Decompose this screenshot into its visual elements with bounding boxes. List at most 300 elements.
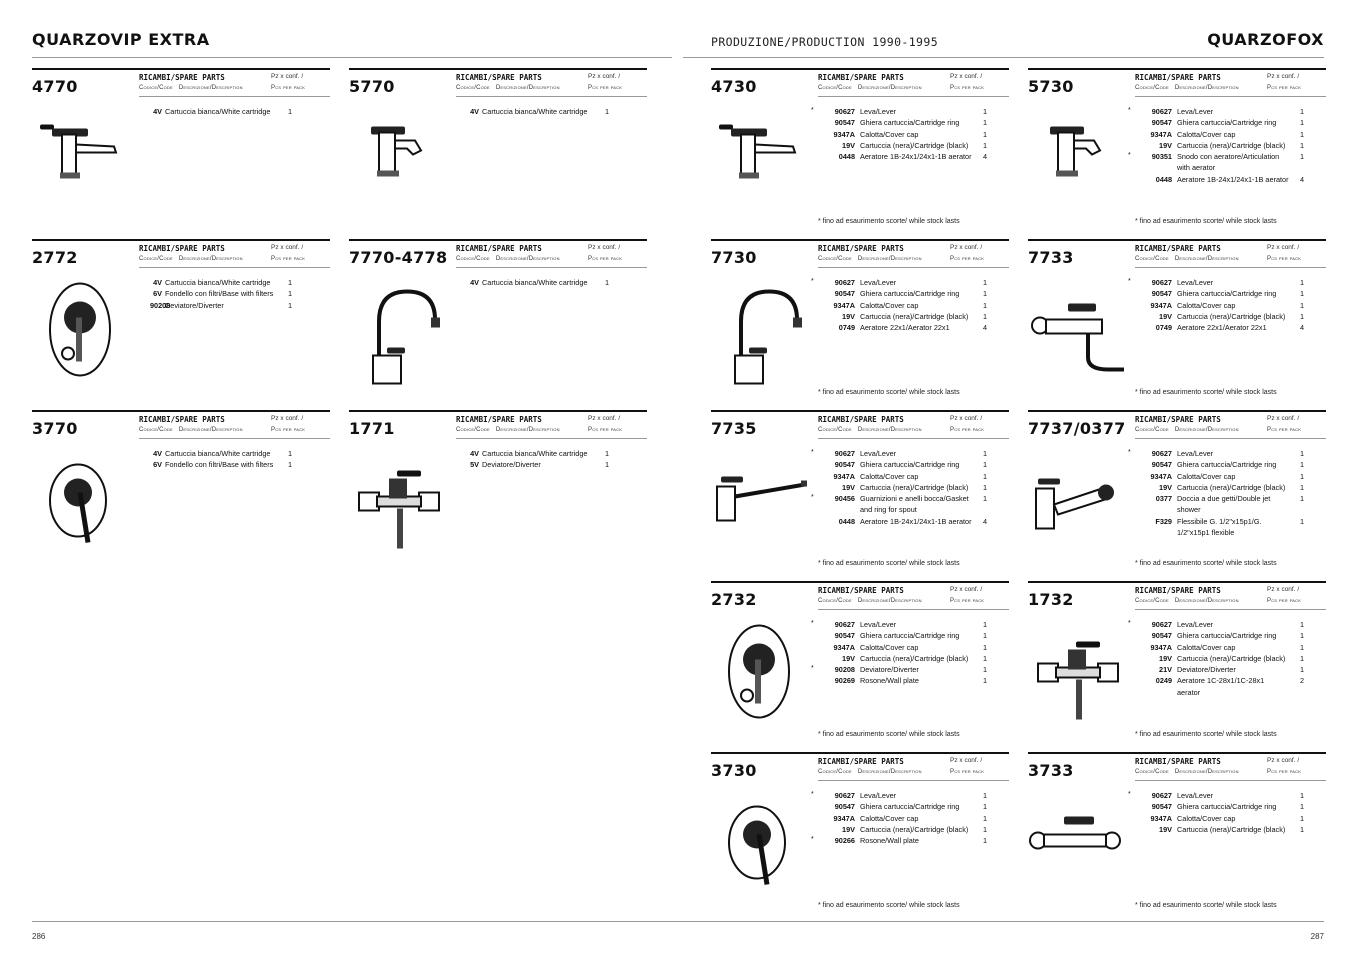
part-code: 9347A xyxy=(1150,813,1172,823)
spare-parts-heading: RICAMBI/SPARE PARTS xyxy=(818,244,904,253)
block-top-rule xyxy=(349,410,647,412)
part-quantity: 1 xyxy=(605,107,610,116)
part-quantity: 1 xyxy=(983,118,988,128)
spare-part-row xyxy=(1128,300,1326,311)
column-code: Codice/Code xyxy=(456,256,490,262)
product-block xyxy=(711,68,1009,236)
part-code: 19V xyxy=(1159,140,1172,150)
part-description: Rosone/Wall plate xyxy=(860,836,919,846)
spare-part-row xyxy=(811,482,1009,493)
part-quantity: 4 xyxy=(1300,323,1305,333)
pcs-per-pack-heading: Pz x conf. / xyxy=(950,586,983,593)
spare-part-row xyxy=(811,653,1009,664)
part-description: Cartuccia (nera)/Cartridge (black) xyxy=(1177,482,1286,492)
part-description: Deviatore/Diverter xyxy=(482,460,541,470)
product-code: 7735 xyxy=(711,419,757,438)
stock-note: * fino ad esaurimento scorte/ while stock lasts xyxy=(1135,902,1277,909)
part-quantity: 1 xyxy=(983,824,988,834)
stock-asterisk: * xyxy=(811,665,814,673)
spare-part-row xyxy=(1128,117,1326,128)
part-description: Ghiera cartuccia/Cartridge ring xyxy=(1177,460,1277,470)
part-code: 19V xyxy=(1159,311,1172,321)
pcs-per-pack-heading: Pz x conf. / xyxy=(950,415,983,422)
pcs-per-pack-heading: Pz x conf. / xyxy=(271,415,304,422)
part-description: Snodo con aeratore/Articulation with aerator xyxy=(1177,152,1280,173)
part-quantity: 1 xyxy=(1300,118,1305,128)
column-description: Descrizione/Description xyxy=(495,427,560,433)
part-description: Calotta/Cover cap xyxy=(1177,129,1236,139)
part-description: Leva/Lever xyxy=(860,107,897,116)
part-quantity: 1 xyxy=(288,300,293,310)
product-code: 5730 xyxy=(1028,77,1074,96)
block-top-rule xyxy=(711,752,1009,754)
column-description: Descrizione/Description xyxy=(1174,427,1239,433)
column-description: Descrizione/Description xyxy=(178,85,243,91)
part-code: 9347A xyxy=(833,813,855,823)
spare-part-row xyxy=(1128,653,1326,664)
part-description: Fondello con filtri/Base with filters xyxy=(165,460,274,470)
spare-parts-list xyxy=(811,619,1009,687)
column-code: Codice/Code xyxy=(818,85,852,91)
part-quantity: 1 xyxy=(983,278,988,287)
part-code: 4V xyxy=(470,107,479,116)
product-block xyxy=(32,410,330,578)
part-description: Cartuccia (nera)/Cartridge (black) xyxy=(860,140,969,150)
product-code: 1771 xyxy=(349,419,395,438)
column-headers xyxy=(818,598,985,604)
spare-part-row xyxy=(1128,106,1326,117)
spare-parts-list xyxy=(467,448,665,471)
part-description: Guarnizioni e anelli bocca/Gasket and ring for spout xyxy=(860,494,969,515)
product-code: 1732 xyxy=(1028,590,1074,609)
part-code: 90269 xyxy=(834,676,855,686)
part-description: Cartuccia (nera)/Cartridge (black) xyxy=(860,653,969,663)
part-description: Cartuccia bianca/White cartridge xyxy=(165,278,271,287)
part-description: Aeratore 22x1/Aerator 22x1 xyxy=(1177,323,1267,333)
spare-part-row xyxy=(467,459,665,470)
column-pcs: Pcs per pack xyxy=(950,769,985,775)
stock-note: * fino ad esaurimento scorte/ while stock lasts xyxy=(1135,560,1277,567)
product-block xyxy=(711,752,1009,920)
pcs-per-pack-heading: Pz x conf. / xyxy=(588,73,621,80)
part-quantity: 1 xyxy=(1300,802,1305,812)
column-code: Codice/Code xyxy=(456,427,490,433)
part-code: 90627 xyxy=(1151,107,1172,116)
column-description: Descrizione/Description xyxy=(178,256,243,262)
spare-parts-heading: RICAMBI/SPARE PARTS xyxy=(1135,244,1221,253)
spare-part-row xyxy=(811,516,1009,527)
wall-shower-mixer-icon xyxy=(1028,792,1128,907)
block-top-rule xyxy=(349,239,647,241)
part-code: 90627 xyxy=(1151,278,1172,287)
header-rule xyxy=(1135,438,1326,439)
product-block xyxy=(711,581,1009,749)
stock-note: * fino ad esaurimento scorte/ while stock lasts xyxy=(818,731,960,738)
part-description: Deviatore/Diverter xyxy=(860,665,919,675)
header-rule xyxy=(818,609,1009,610)
column-code: Codice/Code xyxy=(818,769,852,775)
block-top-rule xyxy=(32,68,330,70)
block-top-rule xyxy=(1028,581,1326,583)
spare-parts-heading: RICAMBI/SPARE PARTS xyxy=(139,244,225,253)
part-code: 0448 xyxy=(838,152,855,162)
column-description: Descrizione/Description xyxy=(495,256,560,262)
part-description: Calotta/Cover cap xyxy=(860,642,919,652)
part-code: 19V xyxy=(1159,653,1172,663)
header-rule xyxy=(1135,609,1326,610)
spare-part-row xyxy=(1128,448,1326,459)
page-number-left: 286 xyxy=(32,932,46,941)
part-code: 9347A xyxy=(833,471,855,481)
product-code: 3733 xyxy=(1028,761,1074,780)
part-description: Leva/Lever xyxy=(1177,449,1214,458)
spare-part-row xyxy=(1128,311,1326,322)
part-code: 90547 xyxy=(1151,802,1172,812)
part-code: 4V xyxy=(153,449,162,458)
spare-parts-heading: RICAMBI/SPARE PARTS xyxy=(139,415,225,424)
part-quantity: 1 xyxy=(1300,494,1305,504)
product-code: 7730 xyxy=(711,248,757,267)
part-description: Cartuccia bianca/White cartridge xyxy=(482,107,588,116)
part-code: 90627 xyxy=(1151,791,1172,800)
part-code: 90266 xyxy=(834,836,855,846)
part-code: 90208 xyxy=(834,665,855,675)
spare-part-row xyxy=(811,448,1009,459)
pcs-per-pack-heading: Pz x conf. / xyxy=(271,244,304,251)
header-divider-right xyxy=(683,57,1324,58)
column-code: Codice/Code xyxy=(139,256,173,262)
stock-note: * fino ad esaurimento scorte/ while stock lasts xyxy=(818,560,960,567)
part-description: Leva/Lever xyxy=(1177,791,1214,800)
spare-parts-heading: RICAMBI/SPARE PARTS xyxy=(456,73,542,82)
part-quantity: 2 xyxy=(1300,676,1305,686)
spare-part-row xyxy=(811,801,1009,812)
part-quantity: 1 xyxy=(1300,152,1305,162)
part-code: F329 xyxy=(1155,516,1172,526)
part-description: Deviatore/Diverter xyxy=(165,300,224,310)
part-code: 0249 xyxy=(1155,676,1172,686)
part-code: 90547 xyxy=(834,289,855,299)
part-description: Ghiera cartuccia/Cartridge ring xyxy=(1177,631,1277,641)
column-headers xyxy=(456,427,623,433)
product-block xyxy=(349,68,647,236)
part-quantity: 1 xyxy=(1300,824,1305,834)
part-description: Cartuccia bianca/White cartridge xyxy=(165,449,271,458)
part-code: 19V xyxy=(842,482,855,492)
spare-parts-list xyxy=(811,448,1009,527)
part-code: 0448 xyxy=(1155,174,1172,184)
column-headers xyxy=(456,85,623,91)
part-code: 90627 xyxy=(834,620,855,629)
part-quantity: 1 xyxy=(1300,665,1305,675)
pcs-per-pack-heading: Pz x conf. / xyxy=(588,415,621,422)
stock-asterisk: * xyxy=(811,620,814,627)
part-description: Ghiera cartuccia/Cartridge ring xyxy=(860,118,960,128)
column-headers xyxy=(818,769,985,775)
block-top-rule xyxy=(1028,68,1326,70)
sink-mixer-icon xyxy=(349,279,449,394)
part-quantity: 1 xyxy=(288,278,293,287)
block-top-rule xyxy=(711,68,1009,70)
part-quantity: 4 xyxy=(983,152,988,162)
column-pcs: Pcs per pack xyxy=(588,85,623,91)
part-description: Ghiera cartuccia/Cartridge ring xyxy=(860,460,960,470)
header-rule xyxy=(818,438,1009,439)
part-description: Calotta/Cover cap xyxy=(1177,300,1236,310)
part-quantity: 1 xyxy=(983,653,988,663)
header-rule xyxy=(818,96,1009,97)
spare-part-row xyxy=(1128,642,1326,653)
column-code: Codice/Code xyxy=(1135,769,1169,775)
part-description: Aeratore 1C-28x1/1C-28x1 aerator xyxy=(1177,676,1265,697)
spare-part-row xyxy=(1128,675,1326,697)
product-code: 7737/0377 xyxy=(1028,419,1126,438)
product-block xyxy=(349,410,647,578)
shower-mixer-icon xyxy=(32,450,132,565)
spare-parts-heading: RICAMBI/SPARE PARTS xyxy=(818,586,904,595)
stock-asterisk: * xyxy=(1128,152,1131,160)
product-block xyxy=(32,68,330,236)
stock-note: * fino ad esaurimento scorte/ while stock lasts xyxy=(1135,389,1277,396)
part-quantity: 4 xyxy=(983,516,988,526)
part-quantity: 1 xyxy=(983,140,988,150)
pcs-per-pack-heading: Pz x conf. / xyxy=(271,73,304,80)
bidet-mixer-icon xyxy=(349,108,449,223)
spare-part-row xyxy=(1128,277,1326,288)
part-code: 19V xyxy=(842,653,855,663)
part-code: 9347A xyxy=(833,129,855,139)
column-description: Descrizione/Description xyxy=(1174,85,1239,91)
spare-part-row xyxy=(467,106,665,117)
part-quantity: 1 xyxy=(983,642,988,652)
column-headers xyxy=(139,427,306,433)
spare-parts-heading: RICAMBI/SPARE PARTS xyxy=(1135,73,1221,82)
part-quantity: 1 xyxy=(983,676,988,686)
pcs-per-pack-heading: Pz x conf. / xyxy=(1267,73,1300,80)
spare-parts-list xyxy=(811,790,1009,846)
spare-part-row xyxy=(150,300,348,311)
part-quantity: 1 xyxy=(983,289,988,299)
column-headers xyxy=(139,256,306,262)
part-description: Ghiera cartuccia/Cartridge ring xyxy=(860,802,960,812)
part-code: 9347A xyxy=(1150,129,1172,139)
part-code: 0749 xyxy=(838,323,855,333)
pcs-per-pack-heading: Pz x conf. / xyxy=(950,244,983,251)
column-pcs: Pcs per pack xyxy=(1267,769,1302,775)
column-code: Codice/Code xyxy=(1135,427,1169,433)
column-pcs: Pcs per pack xyxy=(1267,256,1302,262)
wall-sink-mixer-icon xyxy=(1028,279,1128,394)
part-code: 9347A xyxy=(833,642,855,652)
spare-parts-list xyxy=(150,106,348,117)
part-description: Calotta/Cover cap xyxy=(1177,813,1236,823)
part-description: Calotta/Cover cap xyxy=(860,471,919,481)
column-headers xyxy=(818,427,985,433)
column-description: Descrizione/Description xyxy=(1174,598,1239,604)
part-description: Doccia a due getti/Double jet shower xyxy=(1177,494,1271,515)
product-code: 3730 xyxy=(711,761,757,780)
part-code: 19V xyxy=(842,311,855,321)
part-quantity: 1 xyxy=(983,449,988,458)
stock-note: * fino ad esaurimento scorte/ while stock lasts xyxy=(818,218,960,225)
column-code: Codice/Code xyxy=(139,85,173,91)
part-code: 19V xyxy=(842,140,855,150)
part-description: Fondello con filtri/Base with filters xyxy=(165,289,274,299)
production-period-title: PRODUZIONE/PRODUCTION 1990-1995 xyxy=(711,35,939,49)
part-description: Cartuccia (nera)/Cartridge (black) xyxy=(860,824,969,834)
part-quantity: 1 xyxy=(1300,460,1305,470)
part-quantity: 1 xyxy=(983,494,988,504)
part-code: 90547 xyxy=(1151,118,1172,128)
wall-diverter-mixer-icon xyxy=(32,279,132,394)
stock-asterisk: * xyxy=(811,836,814,844)
part-code: 90351 xyxy=(1151,152,1172,162)
spare-part-row xyxy=(467,448,665,459)
part-description: Leva/Lever xyxy=(860,620,897,629)
part-quantity: 1 xyxy=(983,107,988,116)
spare-part-row xyxy=(811,288,1009,299)
block-top-rule xyxy=(1028,410,1326,412)
part-description: Cartuccia bianca/White cartridge xyxy=(482,449,588,458)
part-quantity: 1 xyxy=(983,129,988,139)
block-top-rule xyxy=(711,581,1009,583)
spare-parts-heading: RICAMBI/SPARE PARTS xyxy=(818,73,904,82)
part-code: 4V xyxy=(470,278,479,287)
stock-asterisk: * xyxy=(811,791,814,798)
column-headers xyxy=(1135,85,1302,91)
part-code: 90627 xyxy=(834,791,855,800)
part-description: Aeratore 1B-24x1/24x1-1B aerator xyxy=(1177,174,1289,184)
header-rule xyxy=(1135,780,1326,781)
part-quantity: 1 xyxy=(1300,482,1305,492)
long-spout-mixer-icon xyxy=(711,450,811,565)
column-description: Descrizione/Description xyxy=(1174,769,1239,775)
product-block xyxy=(32,239,330,407)
part-code: 90547 xyxy=(834,802,855,812)
part-quantity: 1 xyxy=(983,836,988,846)
spare-part-row xyxy=(1128,322,1326,333)
part-code: 90547 xyxy=(1151,460,1172,470)
part-description: Calotta/Cover cap xyxy=(860,300,919,310)
part-description: Cartuccia (nera)/Cartridge (black) xyxy=(1177,311,1286,321)
column-pcs: Pcs per pack xyxy=(950,427,985,433)
stock-asterisk: * xyxy=(1128,278,1131,285)
spare-parts-list xyxy=(1128,277,1326,333)
sink-mixer-icon xyxy=(711,279,811,394)
column-headers xyxy=(456,256,623,262)
part-quantity: 1 xyxy=(1300,140,1305,150)
part-quantity: 1 xyxy=(1300,300,1305,310)
spare-part-row xyxy=(1128,664,1326,675)
column-code: Codice/Code xyxy=(818,427,852,433)
part-quantity: 1 xyxy=(1300,631,1305,641)
part-code: 9347A xyxy=(1150,300,1172,310)
pcs-per-pack-heading: Pz x conf. / xyxy=(950,73,983,80)
part-code: 6V xyxy=(153,289,162,299)
product-block xyxy=(1028,239,1326,407)
part-code: 9347A xyxy=(833,300,855,310)
spare-part-row xyxy=(811,642,1009,653)
part-quantity: 4 xyxy=(983,323,988,333)
spare-part-row xyxy=(1128,790,1326,801)
part-description: Aeratore 22x1/Aerator 22x1 xyxy=(860,323,950,333)
part-code: 90547 xyxy=(1151,631,1172,641)
stock-asterisk: * xyxy=(1128,620,1131,627)
spare-part-row xyxy=(1128,630,1326,641)
part-quantity: 1 xyxy=(288,460,293,470)
spare-part-row xyxy=(811,106,1009,117)
spare-parts-heading: RICAMBI/SPARE PARTS xyxy=(818,757,904,766)
product-code: 7770-4778 xyxy=(349,248,448,267)
part-quantity: 1 xyxy=(288,289,293,299)
part-description: Cartuccia (nera)/Cartridge (black) xyxy=(1177,824,1286,834)
part-description: Leva/Lever xyxy=(860,791,897,800)
part-quantity: 1 xyxy=(983,311,988,321)
spare-parts-list xyxy=(811,277,1009,333)
part-quantity: 1 xyxy=(1300,107,1305,116)
column-pcs: Pcs per pack xyxy=(1267,427,1302,433)
stock-note: * fino ad esaurimento scorte/ while stock lasts xyxy=(818,902,960,909)
spare-part-row xyxy=(811,151,1009,162)
column-pcs: Pcs per pack xyxy=(271,256,306,262)
spare-part-row xyxy=(811,675,1009,686)
column-pcs: Pcs per pack xyxy=(1267,85,1302,91)
spare-parts-heading: RICAMBI/SPARE PARTS xyxy=(456,415,542,424)
bath-mixer-icon xyxy=(1028,621,1128,736)
part-quantity: 1 xyxy=(983,482,988,492)
column-pcs: Pcs per pack xyxy=(271,85,306,91)
header-rule xyxy=(1135,96,1326,97)
header-rule xyxy=(818,780,1009,781)
column-pcs: Pcs per pack xyxy=(588,427,623,433)
part-quantity: 1 xyxy=(983,631,988,641)
part-description: Cartuccia bianca/White cartridge xyxy=(165,107,271,116)
spare-parts-heading: RICAMBI/SPARE PARTS xyxy=(139,73,225,82)
part-quantity: 1 xyxy=(1300,278,1305,287)
spare-part-row xyxy=(1128,813,1326,824)
part-code: 90627 xyxy=(1151,620,1172,629)
stock-asterisk: * xyxy=(811,278,814,285)
spare-part-row xyxy=(811,664,1009,675)
spare-part-row xyxy=(811,790,1009,801)
part-quantity: 1 xyxy=(1300,311,1305,321)
part-quantity: 1 xyxy=(1300,620,1305,629)
column-pcs: Pcs per pack xyxy=(950,85,985,91)
part-quantity: 1 xyxy=(983,300,988,310)
column-code: Codice/Code xyxy=(1135,256,1169,262)
right-page-title: QUARZOFOX xyxy=(1207,30,1324,49)
part-quantity: 1 xyxy=(1300,289,1305,299)
part-code: 19V xyxy=(1159,482,1172,492)
part-quantity: 1 xyxy=(605,449,610,458)
part-quantity: 1 xyxy=(1300,813,1305,823)
part-description: Cartuccia bianca/White cartridge xyxy=(482,278,588,287)
pullout-mixer-icon xyxy=(1028,450,1128,565)
spare-parts-list xyxy=(1128,619,1326,697)
part-code: 90627 xyxy=(834,449,855,458)
basin-mixer-icon xyxy=(32,108,132,223)
header-rule xyxy=(1135,267,1326,268)
product-block xyxy=(1028,68,1326,236)
spare-part-row xyxy=(1128,801,1326,812)
spare-parts-heading: RICAMBI/SPARE PARTS xyxy=(456,244,542,253)
stock-asterisk: * xyxy=(1128,449,1131,456)
spare-part-row xyxy=(811,129,1009,140)
spare-part-row xyxy=(811,493,1009,516)
spare-part-row xyxy=(811,277,1009,288)
column-headers xyxy=(139,85,306,91)
part-description: Ghiera cartuccia/Cartridge ring xyxy=(1177,118,1277,128)
